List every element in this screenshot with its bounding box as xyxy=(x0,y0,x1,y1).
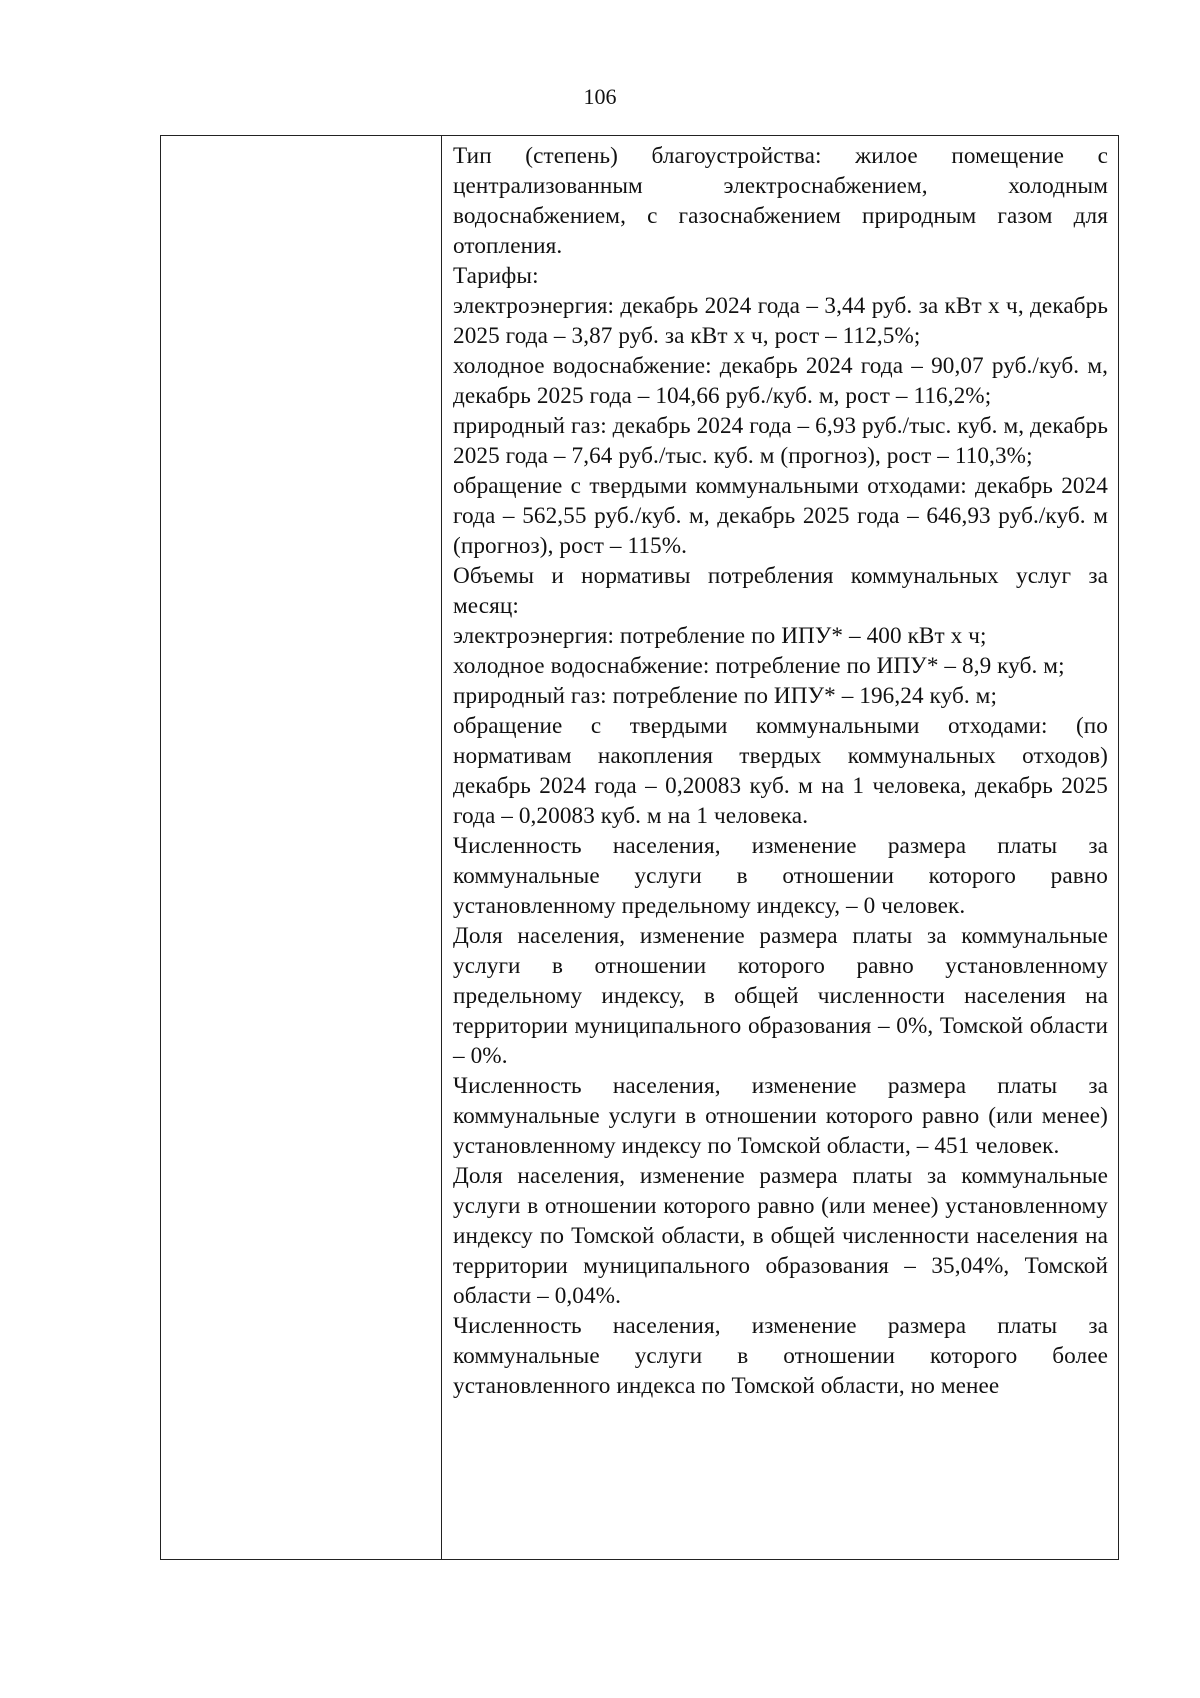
consumption-cold-water: холодное водоснабжение: потребление по ИПУ* – 8,9 куб. м; xyxy=(453,653,1065,679)
consumption-electricity: электроэнергия: потребление по ИПУ* – 400 кВт х ч; xyxy=(453,623,987,649)
tariff-electricity: электроэнергия: декабрь 2024 года – 3,44 руб. за кВт х ч, декабрь 2025 года – 3,87 руб. за кВт х ч, рост – 112,5%; xyxy=(453,293,1108,349)
housing-type-paragraph: Тип (степень) благоустройства: жилое помещение с централизованным электроснабжением, холодным водоснабжением, с газоснабжением природным газом для отопления. xyxy=(453,143,1108,259)
consumption-natural-gas: природный газ: потребление по ИПУ* – 196,24 куб. м; xyxy=(453,683,997,709)
population-within-index-share: Доля населения, изменение размера платы за коммунальные услуги в отношении которого равно (или менее) установленному индексу по Томской области, в общей численности населения на территории муниципального образования – 35,04%, Томской области – 0,04%. xyxy=(453,1163,1108,1309)
tariff-natural-gas: природный газ: декабрь 2024 года – 6,93 руб./тыс. куб. м, декабрь 2025 года – 7,64 руб./тыс. куб. м (прогноз), рост – 110,3%; xyxy=(453,413,1108,469)
tariff-cold-water: холодное водоснабжение: декабрь 2024 года – 90,07 руб./куб. м, декабрь 2025 года – 104,66 руб./куб. м, рост – 116,2%; xyxy=(453,353,1108,409)
table-left-cell xyxy=(161,136,442,1559)
consumption-heading: Объемы и нормативы потребления коммунальных услуг за месяц: xyxy=(453,563,1108,619)
document-table xyxy=(160,135,1119,1560)
tariffs-heading: Тарифы: xyxy=(453,263,539,289)
population-equal-limit-count: Численность населения, изменение размера платы за коммунальные услуги в отношении которого равно установленному предельному индексу, – 0 человек. xyxy=(453,833,1108,919)
population-above-index-count: Численность населения, изменение размера платы за коммунальные услуги в отношении которого более установленного индекса по Томской области, но менее xyxy=(453,1313,1108,1399)
page-number: 106 xyxy=(583,84,617,109)
consumption-solid-waste: обращение с твердыми коммунальными отходами: (по нормативам накопления твердых коммунальных отходов) декабрь 2024 года – 0,20083 куб. м на 1 человека, декабрь 2025 года – 0,20083 куб. м на 1 человека. xyxy=(453,713,1108,829)
population-equal-limit-share: Доля населения, изменение размера платы за коммунальные услуги в отношении которого равно установленному предельному индексу, в общей численности населения на территории муниципального образования – 0%, Томской области – 0%. xyxy=(453,923,1108,1069)
tariff-solid-waste: обращение с твердыми коммунальными отходами: декабрь 2024 года – 562,55 руб./куб. м, декабрь 2025 года – 646,93 руб./куб. м (прогноз), рост – 115%. xyxy=(453,473,1108,559)
population-within-index-count: Численность населения, изменение размера платы за коммунальные услуги в отношении которого равно (или менее) установленному индексу по Томской области, – 451 человек. xyxy=(453,1073,1108,1159)
table-right-cell xyxy=(442,136,1118,1559)
